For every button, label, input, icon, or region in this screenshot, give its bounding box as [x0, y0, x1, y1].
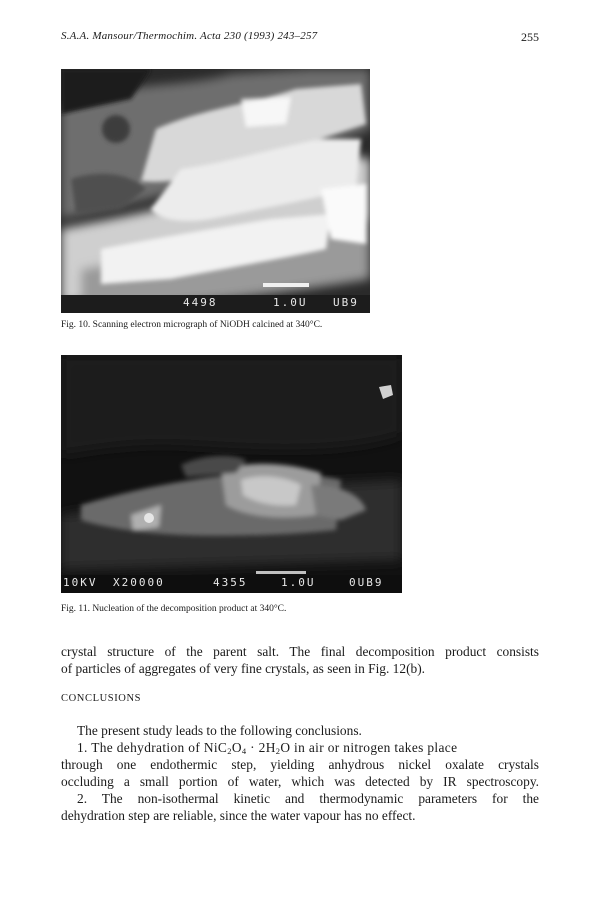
scale-bar	[263, 283, 309, 287]
micrograph-11-image	[61, 355, 402, 593]
figure-10-micrograph	[61, 69, 370, 313]
micrograph-10-image	[61, 69, 370, 313]
scale-bar	[256, 571, 306, 574]
text-line: of particles of aggregates of very fine crystals, as seen in Fig. 12(b).	[61, 661, 426, 676]
sem-label: UB9	[333, 296, 359, 309]
section-heading: CONCLUSIONS	[61, 693, 142, 704]
sem-scale: 1.0U	[273, 296, 308, 309]
text-run: 1. The dehydration of NiC	[77, 740, 228, 755]
conclusion-1	[61, 739, 539, 756]
running-head: S.A.A. Mansour/Thermochim. Acta 230 (1993) 243–257	[61, 30, 318, 42]
paragraph-continuation	[61, 643, 539, 677]
figure-11-micrograph	[61, 355, 402, 593]
text-run: · 2H	[246, 740, 276, 755]
sem-code: 4498	[183, 296, 218, 309]
sem-scale: 1.0U	[281, 576, 316, 589]
text-line: occluding a small portion of water, which was detected by IR spectroscopy.	[61, 774, 539, 789]
subscript: 4	[241, 746, 247, 756]
subscript: 2	[227, 746, 232, 756]
sem-voltage: 10KV	[63, 576, 98, 589]
text-line: through one endothermic step, yielding anhydrous nickel oxalate crystals	[61, 757, 539, 772]
text-run: O in air or nitrogen takes place	[280, 740, 458, 755]
figure-11-caption: Fig. 11. Nucleation of the decomposition product at 340°C.	[61, 604, 287, 614]
page-header	[61, 30, 539, 48]
page-number: 255	[521, 30, 539, 44]
conclusions-list	[61, 722, 539, 824]
conclusion-2: 2. The non-isothermal kinetic and thermodynamic parameters for the	[77, 791, 539, 806]
figure-10-caption: Fig. 10. Scanning electron micrograph of NiODH calcined at 340°C.	[61, 320, 323, 330]
subscript: 2	[275, 746, 281, 756]
text-run: O	[231, 740, 242, 755]
sem-code: 4355	[213, 576, 248, 589]
sem-magnification: X20000	[113, 576, 165, 589]
sem-label: 0UB9	[349, 576, 384, 589]
text-line: dehydration step are reliable, since the water vapour has no effect.	[61, 808, 416, 823]
intro-line: The present study leads to the following conclusions.	[77, 723, 362, 738]
text-line: crystal structure of the parent salt. The final decomposition product consists	[61, 644, 539, 659]
